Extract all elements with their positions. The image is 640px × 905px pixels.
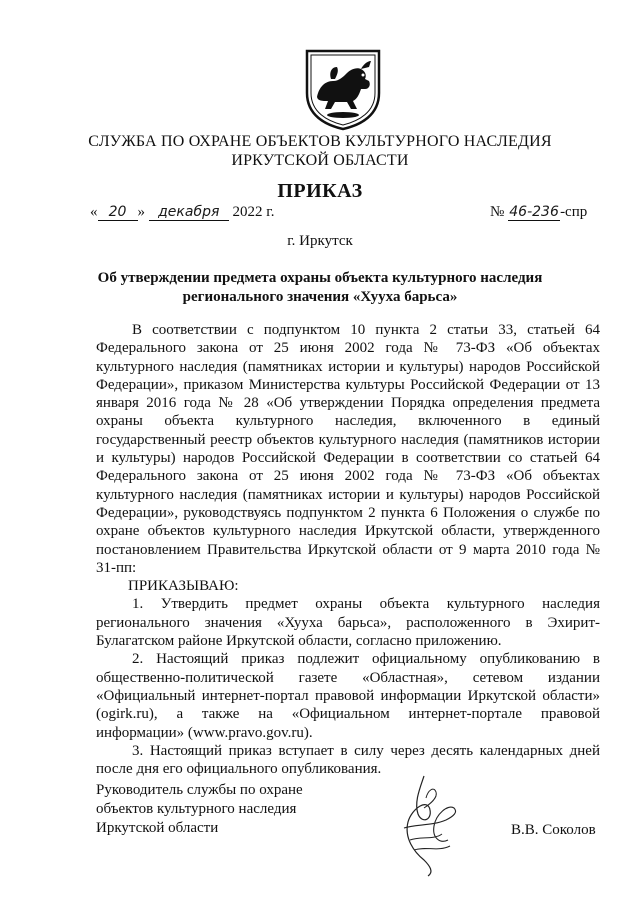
number-value: 46-236 <box>509 204 559 220</box>
signatory-position <box>96 781 336 838</box>
document-body <box>96 321 600 778</box>
date-month: декабря <box>149 204 229 221</box>
order-item-2: 2. Настоящий приказ подлежит официальному опубликованию в общественно-политической газете «Областная», сетевом издании «Официальный интернет-портал правовой информации Иркутской области» (ogirk.ru), а также на «Официальном интернет-портале правовой информации» (www.pravo.gov.ru). <box>96 651 600 741</box>
order-word: ПРИКАЗЫВАЮ: <box>128 578 239 595</box>
order-item-1: 1. Утвердить предмет охраны объекта культурного наследия регионального значения «Хууха барьса», расположенного в Эхирит-Булагатском районе Иркутской области, согласно приложению. <box>96 596 600 650</box>
organization-name-line-1: СЛУЖБА ПО ОХРАНЕ ОБЪЕКТОВ КУЛЬТУРНОГО НАСЛЕДИЯ <box>88 133 552 150</box>
order-item-3: 3. Настоящий приказ вступает в силу через десять календарных дней после дня его официального опубликования. <box>96 742 600 778</box>
city: г. Иркутск <box>287 233 353 249</box>
document-date <box>90 204 274 221</box>
number-prefix: № <box>490 204 505 220</box>
document-number <box>490 204 587 221</box>
position-line-3: Иркутской области <box>96 820 219 836</box>
handwritten-signature-icon <box>384 768 474 878</box>
title-line-1: Об утверждении предмета охраны объекта культурного наследия <box>97 270 543 286</box>
position-line-2: объектов культурного наследия <box>96 801 297 817</box>
title-line-2: регионального значения «Хууха барьса» <box>182 289 458 305</box>
organization-name-line-2: ИРКУТСКОЙ ОБЛАСТИ <box>231 152 409 169</box>
position-line-1: Руководитель службы по охране <box>96 782 303 798</box>
date-close-quote: » <box>137 204 145 220</box>
signatory-name: В.В. Соколов <box>511 822 596 838</box>
date-open-quote: « <box>90 204 98 220</box>
coat-of-arms-icon <box>301 45 385 131</box>
number-suffix: -спр <box>560 204 588 220</box>
date-day: 20 <box>98 204 138 221</box>
preamble-paragraph: В соответствии с подпунктом 10 пункта 2 статьи 33, статьей 64 Федерального закона от 25 июня 2002 года № 73-ФЗ «Об объектах культурного наследия (памятниках истории и культуры) народов Российской Федерации», приказом Министерства культуры Российской Федерации от 13 января 2016 года № 28 «Об утверждении Порядка определения предмета охраны объекта культурного наследия, включенного в единый государственный реестр объектов культурного наследия (памятников истории и культуры) народов Российской Федерации в соответствии со статьей 64 Федерального закона от 25 июня 2002 года № 73-ФЗ «Об объектах культурного наследия (памятниках истории и культуры) народов Российской Федерации», руководствуясь подпунктом 2 пункта 6 Положения о службе по охране объектов культурного наследия Иркутской области, утвержденного постановлением Правительства Иркутской области от 9 марта 2010 года № 31-пп: <box>96 322 600 576</box>
document-type-heading: ПРИКАЗ <box>277 180 363 202</box>
date-year: 2022 г. <box>232 204 275 220</box>
